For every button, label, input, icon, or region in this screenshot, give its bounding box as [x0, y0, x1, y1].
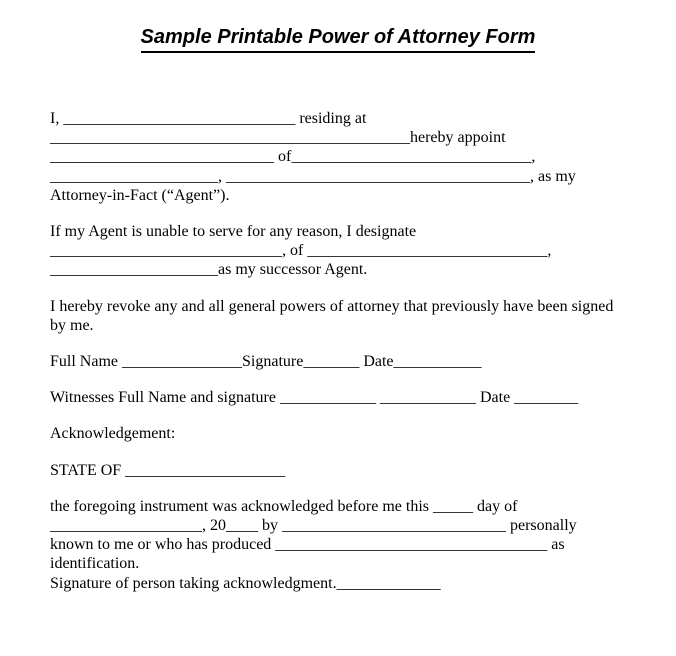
document-title: Sample Printable Power of Attorney Form [141, 26, 536, 53]
line-witnesses-signature-date: Witnesses Full Name and signature ____________ ____________ Date ________ [50, 389, 579, 407]
line-known-or-produced: known to me or who has produced __________________________________ as [50, 536, 565, 554]
line-agent-city-state-as-my: _____________________, ______________________________________, as my [50, 167, 576, 185]
line-signature-taking-ack: Signature of person taking acknowledgment._____________ [50, 574, 441, 592]
row-witnesses [50, 388, 660, 407]
title-block [0, 26, 676, 53]
row-fullname-signature-date [50, 352, 660, 371]
para-notary-acknowledgment [50, 497, 660, 593]
row-state-of [50, 461, 660, 480]
para-appointment [50, 109, 660, 205]
heading-acknowledgement [50, 424, 660, 443]
line-successor-as-agent: _____________________as my successor Agent. [50, 261, 368, 279]
line-attorney-in-fact: Attorney-in-Fact (“Agent”). [50, 186, 230, 204]
line-ack-month-year-by: ___________________, 20____ by ____________________________ personally [50, 517, 577, 535]
line-ack-before-me-day-of: the foregoing instrument was acknowledged before me this _____ day of [50, 497, 518, 515]
line-revocation-1: I hereby revoke any and all general powers of attorney that previously have been signed [50, 297, 614, 315]
line-designate-intro: If my Agent is unable to serve for any reason, I designate [50, 223, 417, 241]
line-address-hereby-appoint: _____________________________________________hereby appoint [50, 129, 506, 147]
line-agent-name-of-address: ____________________________ of______________________________, [50, 148, 536, 166]
para-successor-agent [50, 222, 660, 280]
line-state-of: STATE OF ____________________ [50, 461, 286, 479]
line-acknowledgement-heading: Acknowledgement: [50, 425, 176, 443]
line-fullname-signature-date: Full Name _______________Signature_______ Date___________ [50, 353, 482, 371]
line-principal-name-residing: I, _____________________________ residing at [50, 110, 367, 127]
para-revocation [50, 297, 660, 335]
line-successor-name-of: _____________________________, of ______________________________, [50, 242, 552, 260]
line-revocation-2: by me. [50, 316, 94, 334]
line-identification: identification. [50, 555, 140, 573]
